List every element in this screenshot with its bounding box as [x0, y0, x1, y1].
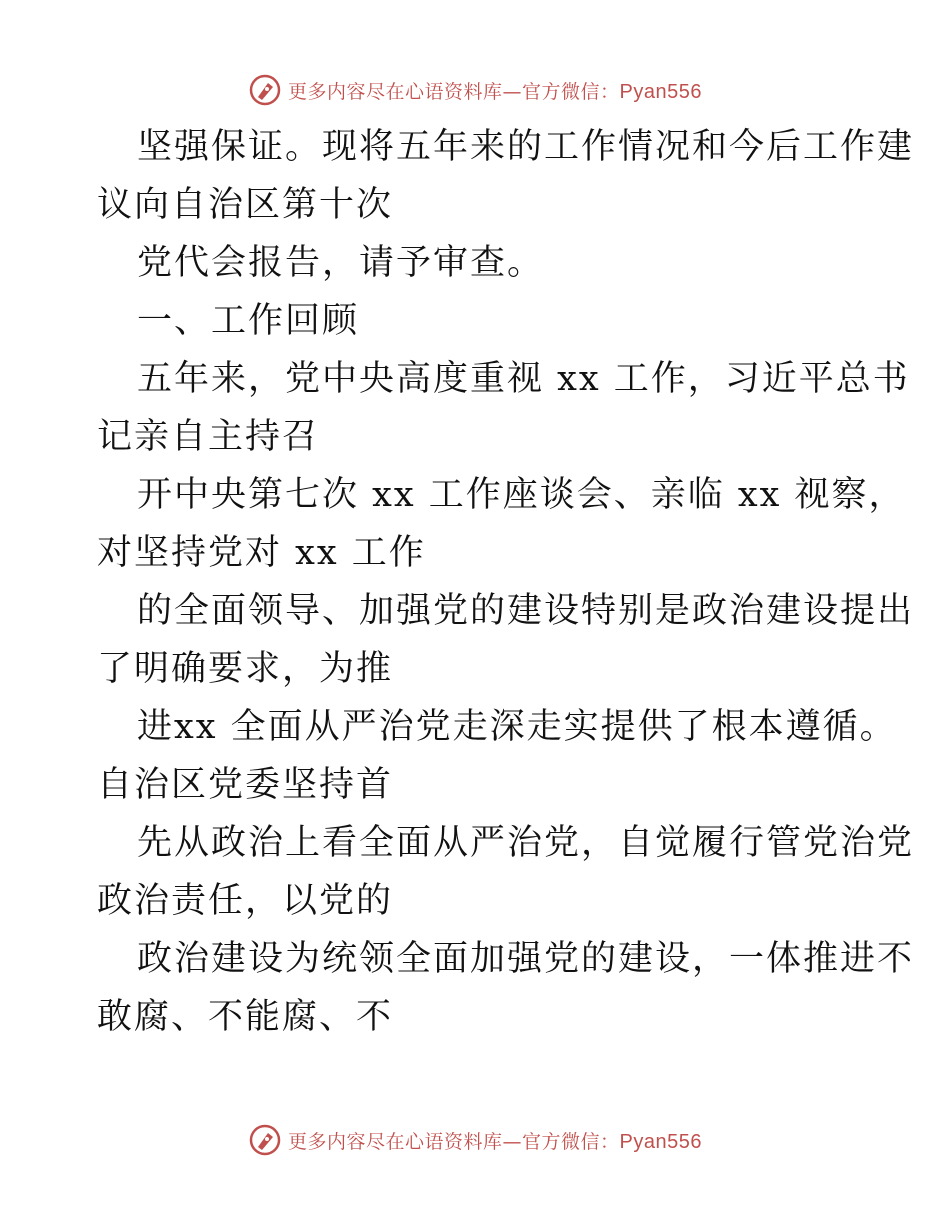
header-watermark	[0, 70, 950, 110]
text-line: 开中央第七次 xx 工作座谈会、亲临 xx 视察，	[137, 475, 906, 515]
text-line: 议向自治区第十次	[97, 185, 394, 225]
document-body	[97, 118, 915, 1046]
pen-nib-logo-icon	[248, 1123, 282, 1157]
watermark-wechat-id: Pyan556	[619, 80, 702, 103]
text-line: 政治责任，以党的	[97, 881, 394, 921]
text-line: 的全面领导、加强党的建设特别是政治建设提出	[137, 591, 915, 631]
text-line: 党代会报告，请予审查。	[137, 243, 545, 283]
watermark-label: 更多内容尽在心语资料库—官方微信：Pyan556	[288, 80, 702, 103]
watermark-wechat-id: Pyan556	[619, 1130, 702, 1153]
footer-watermark	[0, 1120, 950, 1160]
text-line: 了明确要求，为推	[97, 649, 394, 689]
pen-nib-logo-icon	[248, 73, 282, 107]
text-line: 五年来，党中央高度重视 xx 工作，习近平总书	[137, 359, 910, 399]
watermark-label: 更多内容尽在心语资料库—官方微信：Pyan556	[288, 1130, 702, 1153]
text-line: 自治区党委坚持首	[97, 765, 394, 805]
text-line: 先从政治上看全面从严治党，自觉履行管党治党	[137, 823, 915, 863]
text-line: 进xx 全面从严治党走深走实提供了根本遵循。	[137, 707, 897, 747]
text-line: 对坚持党对 xx 工作	[97, 533, 426, 573]
text-line: 政治建设为统领全面加强党的建设，一体推进不	[137, 939, 915, 979]
text-line: 坚强保证。现将五年来的工作情况和今后工作建	[137, 127, 915, 167]
text-line: 记亲自主持召	[97, 417, 320, 457]
text-line: 敢腐、不能腐、不	[97, 997, 394, 1037]
text-line: 一、工作回顾	[137, 301, 360, 341]
